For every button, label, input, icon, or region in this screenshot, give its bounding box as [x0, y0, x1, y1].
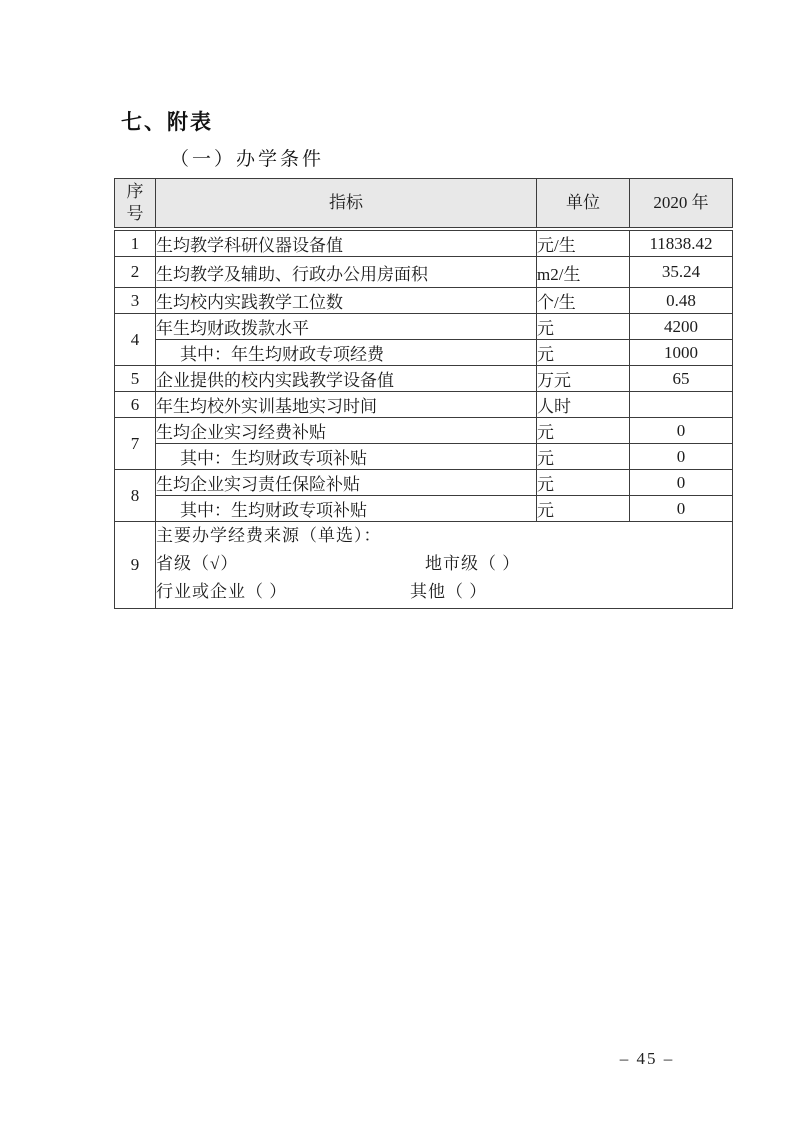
col-header-year: 2020 年: [630, 179, 733, 230]
value-cell: 1000: [630, 340, 733, 366]
value-cell: 0: [630, 496, 733, 522]
col-header-serial-line1: 序: [126, 181, 144, 201]
funding-source-title: 主要办学经费来源（单选）：: [156, 526, 382, 545]
option-industry: 行业或企业（ ）: [156, 582, 288, 601]
unit-cell: m2/生: [537, 257, 630, 288]
funding-source-options-line1: [156, 550, 732, 578]
funding-source-options-line2: [156, 578, 732, 606]
indicator-cell: 其中：生均财政专项补贴: [156, 444, 537, 470]
table-subrow: [115, 444, 733, 470]
table-row: [115, 418, 733, 444]
unit-cell: 元/生: [537, 229, 630, 257]
value-cell: 0: [630, 418, 733, 444]
serial-cell: 6: [115, 392, 156, 418]
indicator-cell: 生均企业实习责任保险补贴: [156, 470, 537, 496]
value-cell: 4200: [630, 314, 733, 340]
unit-cell: 万元: [537, 366, 630, 392]
value-cell: 35.24: [630, 257, 733, 288]
indicator-cell: 生均校内实践教学工位数: [156, 288, 537, 314]
col-header-unit: 单位: [537, 179, 630, 230]
table-subrow: [115, 496, 733, 522]
serial-cell: 4: [115, 314, 156, 366]
table-row: [115, 392, 733, 418]
table-subrow: [115, 340, 733, 366]
col-header-indicator: 指标: [156, 179, 537, 230]
indicator-cell: 其中：年生均财政专项经费: [156, 340, 537, 366]
unit-cell: 元: [537, 496, 630, 522]
value-cell: [630, 392, 733, 418]
value-cell: 0.48: [630, 288, 733, 314]
value-cell: 0: [630, 470, 733, 496]
option-other: 其他（ ）: [410, 582, 488, 601]
indicator-cell: 生均教学及辅助、行政办公用房面积: [156, 257, 537, 288]
unit-cell: 人时: [537, 392, 630, 418]
serial-cell: 9: [115, 522, 156, 609]
table-row: [115, 366, 733, 392]
indicator-cell: 生均企业实习经费补贴: [156, 418, 537, 444]
unit-cell: 元: [537, 314, 630, 340]
col-header-serial: [115, 179, 156, 230]
col-header-serial-line2: 号: [126, 204, 144, 223]
page-number: – 45 –: [619, 1049, 675, 1068]
table-row: [115, 288, 733, 314]
serial-cell: 8: [115, 470, 156, 522]
unit-cell: 个/生: [537, 288, 630, 314]
indicator-cell: 年生均财政拨款水平: [156, 314, 537, 340]
unit-cell: 元: [537, 418, 630, 444]
unit-cell: 元: [537, 470, 630, 496]
serial-cell: 1: [115, 229, 156, 257]
option-city: 地市级（ ）: [425, 554, 521, 573]
table-header-row: [115, 179, 733, 230]
table-row-funding-source: [115, 522, 733, 609]
table-row: [115, 314, 733, 340]
serial-cell: 7: [115, 418, 156, 470]
unit-cell: 元: [537, 444, 630, 470]
section-title: 七、附表: [121, 111, 213, 134]
value-cell: 11838.42: [630, 229, 733, 257]
option-provincial: 省级（√）: [156, 554, 239, 573]
unit-cell: 元: [537, 340, 630, 366]
funding-source-cell: [156, 522, 733, 609]
indicator-cell: 其中：生均财政专项补贴: [156, 496, 537, 522]
value-cell: 0: [630, 444, 733, 470]
serial-cell: 3: [115, 288, 156, 314]
table-row: [115, 229, 733, 257]
indicator-cell: 年生均校外实训基地实习时间: [156, 392, 537, 418]
table-row: [115, 257, 733, 288]
serial-cell: 2: [115, 257, 156, 288]
value-cell: 65: [630, 366, 733, 392]
indicator-cell: 生均教学科研仪器设备值: [156, 229, 537, 257]
serial-cell: 5: [115, 366, 156, 392]
subsection-title: （一）办学条件: [170, 149, 325, 170]
conditions-table: [114, 178, 733, 609]
table-row: [115, 470, 733, 496]
indicator-cell: 企业提供的校内实践教学设备值: [156, 366, 537, 392]
